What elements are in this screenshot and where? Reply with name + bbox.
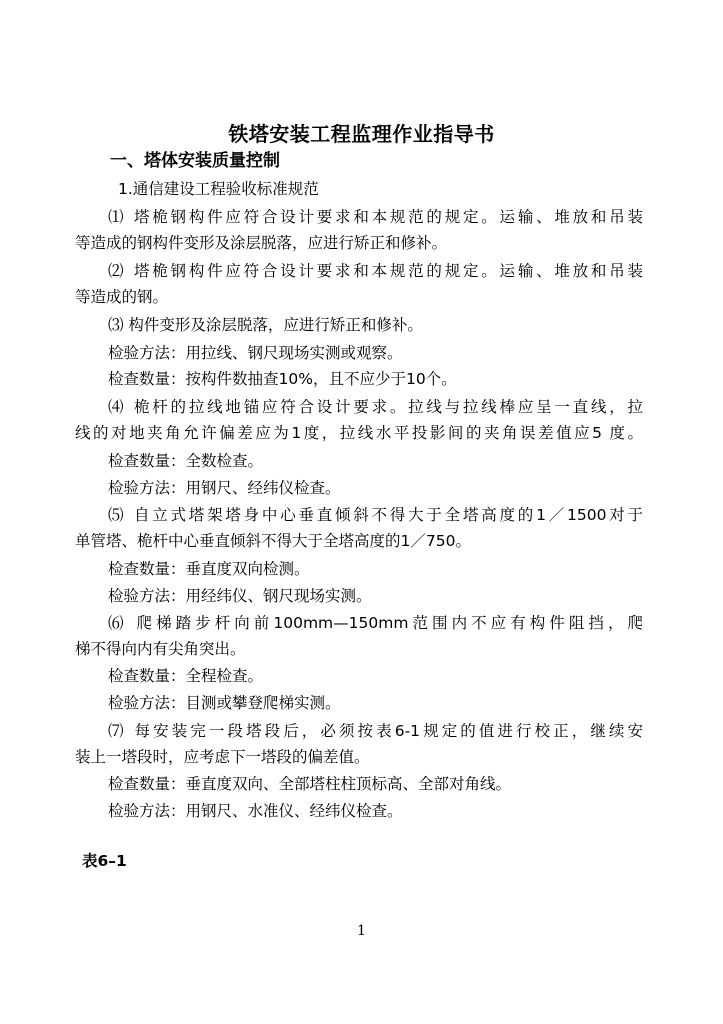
paragraph-line: ⑺ 每安装完一段塔段后，必须按表6-1规定的值进行校正，继续安 xyxy=(108,722,643,740)
paragraph-line: 检验方法：用经纬仪、钢尺现场实测。 xyxy=(108,587,372,605)
page-title: 铁塔安装工程监理作业指导书 xyxy=(228,122,495,146)
paragraph-line: ⑶ 构件变形及涂层脱落，应进行矫正和修补。 xyxy=(108,316,423,334)
paragraph-line: 检查数量：全数检查。 xyxy=(108,452,264,470)
section-heading: 一、塔体安装质量控制 xyxy=(110,151,280,171)
paragraph-line: 装上一塔段时，应考虑下一塔段的偏差值。 xyxy=(75,748,370,766)
table-caption: 表6–1 xyxy=(82,852,127,870)
paragraph-line: 检查数量：按构件数抽查10%，且不应少于10个。 xyxy=(108,370,457,388)
paragraph-line: 检验方法：用钢尺、经纬仪检查。 xyxy=(108,479,341,497)
paragraph-line: 线的对地夹角允许偏差应为1度，拉线水平投影间的夹角误差值应5 度。 xyxy=(75,424,643,442)
paragraph-line: 检查数量：垂直度双向、全部塔柱柱顶标高、全部对角线。 xyxy=(108,775,512,793)
paragraph-line: ⑵ 塔桅钢构件应符合设计要求和本规范的规定。运输、堆放和吊装 xyxy=(108,262,643,280)
paragraph-line: ⑹ 爬梯踏步杆向前100mm—150mm范围内不应有构件阻挡，爬 xyxy=(108,614,643,632)
subheading: 1.通信建设工程验收标准规范 xyxy=(118,180,319,198)
paragraph-line: 检验方法：用钢尺、水准仪、经纬仪检查。 xyxy=(108,802,403,820)
paragraph-line: 检查数量：垂直度双向检测。 xyxy=(108,560,310,578)
paragraph-line: 梯不得向内有尖角突出。 xyxy=(75,640,246,658)
paragraph-line: 等造成的钢。 xyxy=(75,288,169,306)
page-number: 1 xyxy=(357,923,366,939)
paragraph-line: ⑷ 桅杆的拉线地锚应符合设计要求。拉线与拉线棒应呈一直线，拉 xyxy=(108,398,643,416)
paragraph-line: 检验方法：目测或攀登爬梯实测。 xyxy=(108,694,341,712)
paragraph-line: 单管塔、桅杆中心垂直倾斜不得大于全塔高度的1／750。 xyxy=(75,532,471,550)
paragraph-line: 检验方法：用拉线、钢尺现场实测或观察。 xyxy=(108,344,403,362)
paragraph-line: ⑸ 自立式塔架塔身中心垂直倾斜不得大于全塔高度的1／1500对于 xyxy=(108,506,643,524)
paragraph-line: 检查数量：全程检查。 xyxy=(108,667,264,685)
paragraph-line: ⑴ 塔桅钢构件应符合设计要求和本规范的规定。运输、堆放和吊装 xyxy=(108,208,643,226)
paragraph-line: 等造成的钢构件变形及涂层脱落，应进行矫正和修补。 xyxy=(75,234,448,252)
